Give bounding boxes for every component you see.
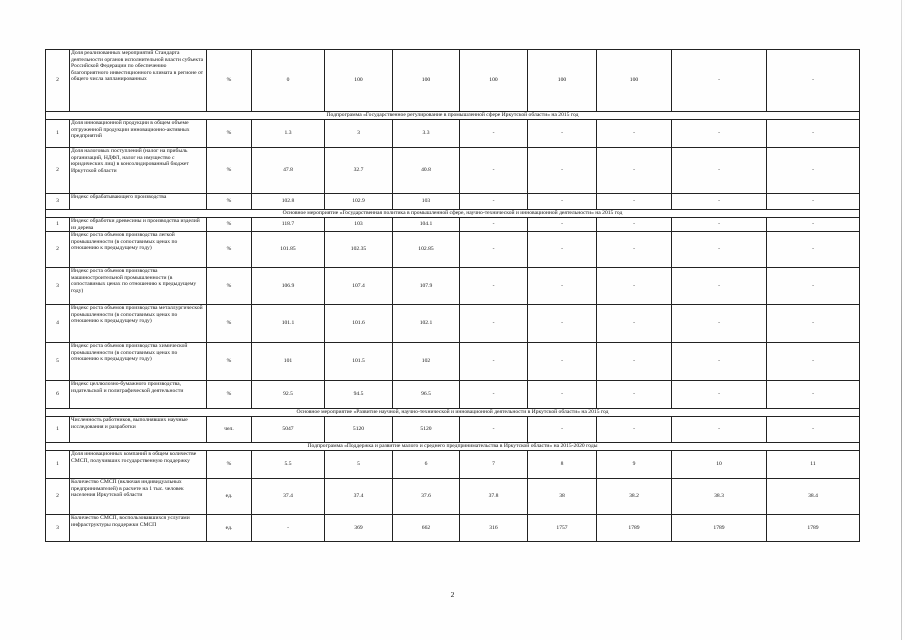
row-number-cell: 2	[46, 479, 70, 515]
value-cell: -	[767, 305, 860, 343]
value-cell: 38.3	[672, 479, 767, 515]
row-number-cell: 1	[46, 120, 70, 148]
row-number-cell: 4	[46, 305, 70, 343]
value-cell: 5047	[252, 417, 325, 443]
row-number-cell: 6	[46, 381, 70, 409]
value-cell: 1789	[597, 515, 672, 542]
row-number-cell: 5	[46, 343, 70, 381]
value-cell: 37.4	[252, 479, 325, 515]
table-row	[46, 515, 860, 542]
indicator-name-cell: Доля налоговых поступлений (налог на прибыль организаций, НДФЛ, налог на имущество с юридических лиц) в консолидированный бюджет Иркутской области	[70, 148, 207, 194]
value-cell: -	[767, 268, 860, 305]
table-row	[46, 50, 860, 112]
value-cell: -	[528, 381, 597, 409]
indicator-name-cell: Доля инновационной продукции в общем объеме отгруженной продукции инновационно-активных предприятий	[70, 120, 207, 148]
value-cell: -	[767, 120, 860, 148]
row-number-cell: 2	[46, 232, 70, 268]
value-cell: 7	[460, 451, 528, 479]
value-cell: 100	[597, 50, 672, 112]
section-title: Основное мероприятие «Государственная политика в промышленной сфере, научно-технической и инновационной деятельности» на 2015 год	[46, 210, 860, 218]
value-cell: 100	[460, 50, 528, 112]
unit-cell: ед.	[207, 515, 252, 542]
section-title: Основное мероприятие «Развитие научной, научно-технической и инновационной деятельности в Иркутской области» на 2015 год	[46, 409, 860, 417]
indicator-name-cell: Индекс роста объемов производства машиностроительной промышленности (в сопоставимых ценах по отношению к предыдущему году)	[70, 268, 207, 305]
value-cell: 101.1	[252, 305, 325, 343]
table-row	[46, 148, 860, 194]
value-cell: -	[597, 120, 672, 148]
table-row	[46, 451, 860, 479]
unit-cell: %	[207, 50, 252, 112]
unit-cell: %	[207, 343, 252, 381]
value-cell: -	[597, 381, 672, 409]
indicator-name-cell: Индекс роста объемов производства химической промышленности (в сопоставимых ценах по отношению к предыдущему году)	[70, 343, 207, 381]
value-cell: 101.85	[252, 232, 325, 268]
value-cell: -	[767, 343, 860, 381]
table-row	[46, 381, 860, 409]
value-cell: 104.1	[393, 218, 460, 232]
value-cell: -	[460, 305, 528, 343]
value-cell: -	[460, 120, 528, 148]
section-title: Подпрограмма «Государственное регулирование в промышленной сфере Иркутской области» на 2015 год	[46, 112, 860, 120]
value-cell: -	[767, 218, 860, 232]
value-cell: -	[767, 417, 860, 443]
value-cell: 32.7	[325, 148, 393, 194]
value-cell: 5.5	[252, 451, 325, 479]
value-cell: 102	[393, 343, 460, 381]
value-cell: -	[672, 268, 767, 305]
value-cell: 38.2	[597, 479, 672, 515]
table-row	[46, 305, 860, 343]
section-row	[46, 443, 860, 451]
value-cell: 101.5	[325, 343, 393, 381]
indicator-name-cell: Доля инновационных компаний в общем количестве СМСП, получивших государственную поддержку	[70, 451, 207, 479]
value-cell: 5120	[325, 417, 393, 443]
value-cell: 102.35	[325, 232, 393, 268]
value-cell: -	[460, 194, 528, 210]
value-cell: 102.85	[393, 232, 460, 268]
table-row	[46, 232, 860, 268]
value-cell: 107.9	[393, 268, 460, 305]
value-cell: 100	[325, 50, 393, 112]
value-cell: 37.8	[460, 479, 528, 515]
value-cell: -	[460, 148, 528, 194]
section-row	[46, 112, 860, 120]
value-cell: -	[597, 218, 672, 232]
indicator-name-cell: Индекс роста объемов производства металлургической промышленности (в сопоставимых ценах по отношению к предыдущему году)	[70, 305, 207, 343]
value-cell: -	[672, 343, 767, 381]
value-cell: -	[528, 120, 597, 148]
value-cell: -	[597, 417, 672, 443]
unit-cell: %	[207, 218, 252, 232]
indicator-name-cell: Индекс роста объемов производства легкой промышленности (в сопоставимых ценах по отношению к предыдущему году)	[70, 232, 207, 268]
value-cell: 102.9	[325, 194, 393, 210]
value-cell: 662	[393, 515, 460, 542]
value-cell: 6	[393, 451, 460, 479]
value-cell: 369	[325, 515, 393, 542]
indicator-name-cell: Количество СМСП, воспользовавшихся услугами инфраструктуры поддержки СМСП	[70, 515, 207, 542]
value-cell: 100	[393, 50, 460, 112]
section-row	[46, 210, 860, 218]
value-cell: 1757	[528, 515, 597, 542]
value-cell: -	[767, 232, 860, 268]
value-cell: 37.6	[393, 479, 460, 515]
row-number-cell: 3	[46, 194, 70, 210]
value-cell: -	[597, 194, 672, 210]
value-cell: -	[672, 120, 767, 148]
value-cell: 96.5	[393, 381, 460, 409]
value-cell: -	[460, 417, 528, 443]
indicator-name-cell: Численность работников, выполнявших научные исследования и разработки	[70, 417, 207, 443]
value-cell: -	[672, 381, 767, 409]
value-cell: -	[460, 232, 528, 268]
page-edge-shadow	[901, 0, 902, 640]
section-title: Подпрограмма «Поддержка и развитие малого и среднего предпринимательства в Иркутской области» на 2015-2020 годы	[46, 443, 860, 451]
value-cell: 40.8	[393, 148, 460, 194]
value-cell: -	[767, 50, 860, 112]
page-number: 2	[450, 590, 455, 599]
value-cell: -	[597, 148, 672, 194]
value-cell: -	[528, 268, 597, 305]
value-cell: -	[460, 343, 528, 381]
value-cell: 107.4	[325, 268, 393, 305]
value-cell: -	[672, 148, 767, 194]
table-row	[46, 120, 860, 148]
value-cell: -	[460, 218, 528, 232]
value-cell: 5120	[393, 417, 460, 443]
indicator-name-cell: Доля реализованных мероприятий Стандарта деятельности органов исполнительной власти субъекта Российской Федерации по обеспечению благоприятного инвестиционного климата в регионе от общего числа запланированных	[70, 50, 207, 112]
value-cell: 0	[252, 50, 325, 112]
unit-cell: %	[207, 148, 252, 194]
value-cell: -	[460, 268, 528, 305]
value-cell: 103	[393, 194, 460, 210]
value-cell: -	[528, 148, 597, 194]
value-cell: -	[672, 232, 767, 268]
indicator-name-cell: Индекс обработки древесины и производства изделий из дерева	[70, 218, 207, 232]
value-cell: 118.7	[252, 218, 325, 232]
indicator-name-cell: Индекс целлюлозно-бумажного производства, издательской и полиграфической деятельности	[70, 381, 207, 409]
value-cell: 3	[325, 120, 393, 148]
unit-cell: чел.	[207, 417, 252, 443]
row-number-cell: 2	[46, 148, 70, 194]
indicators-table	[45, 49, 860, 542]
value-cell: -	[597, 343, 672, 381]
value-cell: 102.1	[393, 305, 460, 343]
unit-cell: %	[207, 451, 252, 479]
value-cell: 92.5	[252, 381, 325, 409]
value-cell: -	[597, 268, 672, 305]
value-cell: 1789	[767, 515, 860, 542]
table-row	[46, 343, 860, 381]
value-cell: 38.4	[767, 479, 860, 515]
unit-cell: %	[207, 268, 252, 305]
value-cell: -	[597, 232, 672, 268]
unit-cell: %	[207, 381, 252, 409]
row-number-cell: 1	[46, 417, 70, 443]
value-cell: -	[528, 305, 597, 343]
value-cell: 100	[528, 50, 597, 112]
value-cell: 47.8	[252, 148, 325, 194]
unit-cell: %	[207, 194, 252, 210]
value-cell: 101	[252, 343, 325, 381]
indicator-name-cell: Индекс обрабатывающего производства	[70, 194, 207, 210]
value-cell: -	[672, 417, 767, 443]
value-cell: 5	[325, 451, 393, 479]
value-cell: 37.4	[325, 479, 393, 515]
value-cell: -	[528, 343, 597, 381]
unit-cell: ед.	[207, 479, 252, 515]
value-cell: -	[252, 515, 325, 542]
value-cell: 103	[325, 218, 393, 232]
table-row	[46, 194, 860, 210]
unit-cell: %	[207, 305, 252, 343]
value-cell: 1789	[672, 515, 767, 542]
value-cell: 106.9	[252, 268, 325, 305]
value-cell: -	[672, 50, 767, 112]
value-cell: 9	[597, 451, 672, 479]
row-number-cell: 3	[46, 515, 70, 542]
row-number-cell: 3	[46, 268, 70, 305]
unit-cell: %	[207, 120, 252, 148]
value-cell: -	[528, 232, 597, 268]
value-cell: -	[528, 417, 597, 443]
value-cell: -	[597, 305, 672, 343]
value-cell: 102.8	[252, 194, 325, 210]
value-cell: -	[672, 218, 767, 232]
value-cell: 1.3	[252, 120, 325, 148]
value-cell: -	[767, 194, 860, 210]
unit-cell: %	[207, 232, 252, 268]
row-number-cell: 2	[46, 50, 70, 112]
row-number-cell: 1	[46, 451, 70, 479]
indicator-name-cell: Количество СМСП (включая индивидуальных предпринимателей) в расчете на 1 тыс. человек населения Иркутской области	[70, 479, 207, 515]
value-cell: -	[767, 381, 860, 409]
value-cell: -	[672, 194, 767, 210]
table-row	[46, 268, 860, 305]
table-body	[46, 50, 860, 542]
value-cell: 38	[528, 479, 597, 515]
row-number-cell: 1	[46, 218, 70, 232]
value-cell: 11	[767, 451, 860, 479]
value-cell: 94.5	[325, 381, 393, 409]
value-cell: 10	[672, 451, 767, 479]
value-cell: 3.3	[393, 120, 460, 148]
value-cell: 316	[460, 515, 528, 542]
value-cell: 8	[528, 451, 597, 479]
value-cell: -	[460, 381, 528, 409]
section-row	[46, 409, 860, 417]
value-cell: -	[767, 148, 860, 194]
value-cell: -	[528, 194, 597, 210]
table-row	[46, 479, 860, 515]
table-row	[46, 218, 860, 232]
value-cell: 101.6	[325, 305, 393, 343]
value-cell: -	[528, 218, 597, 232]
table-row	[46, 417, 860, 443]
value-cell: -	[672, 305, 767, 343]
